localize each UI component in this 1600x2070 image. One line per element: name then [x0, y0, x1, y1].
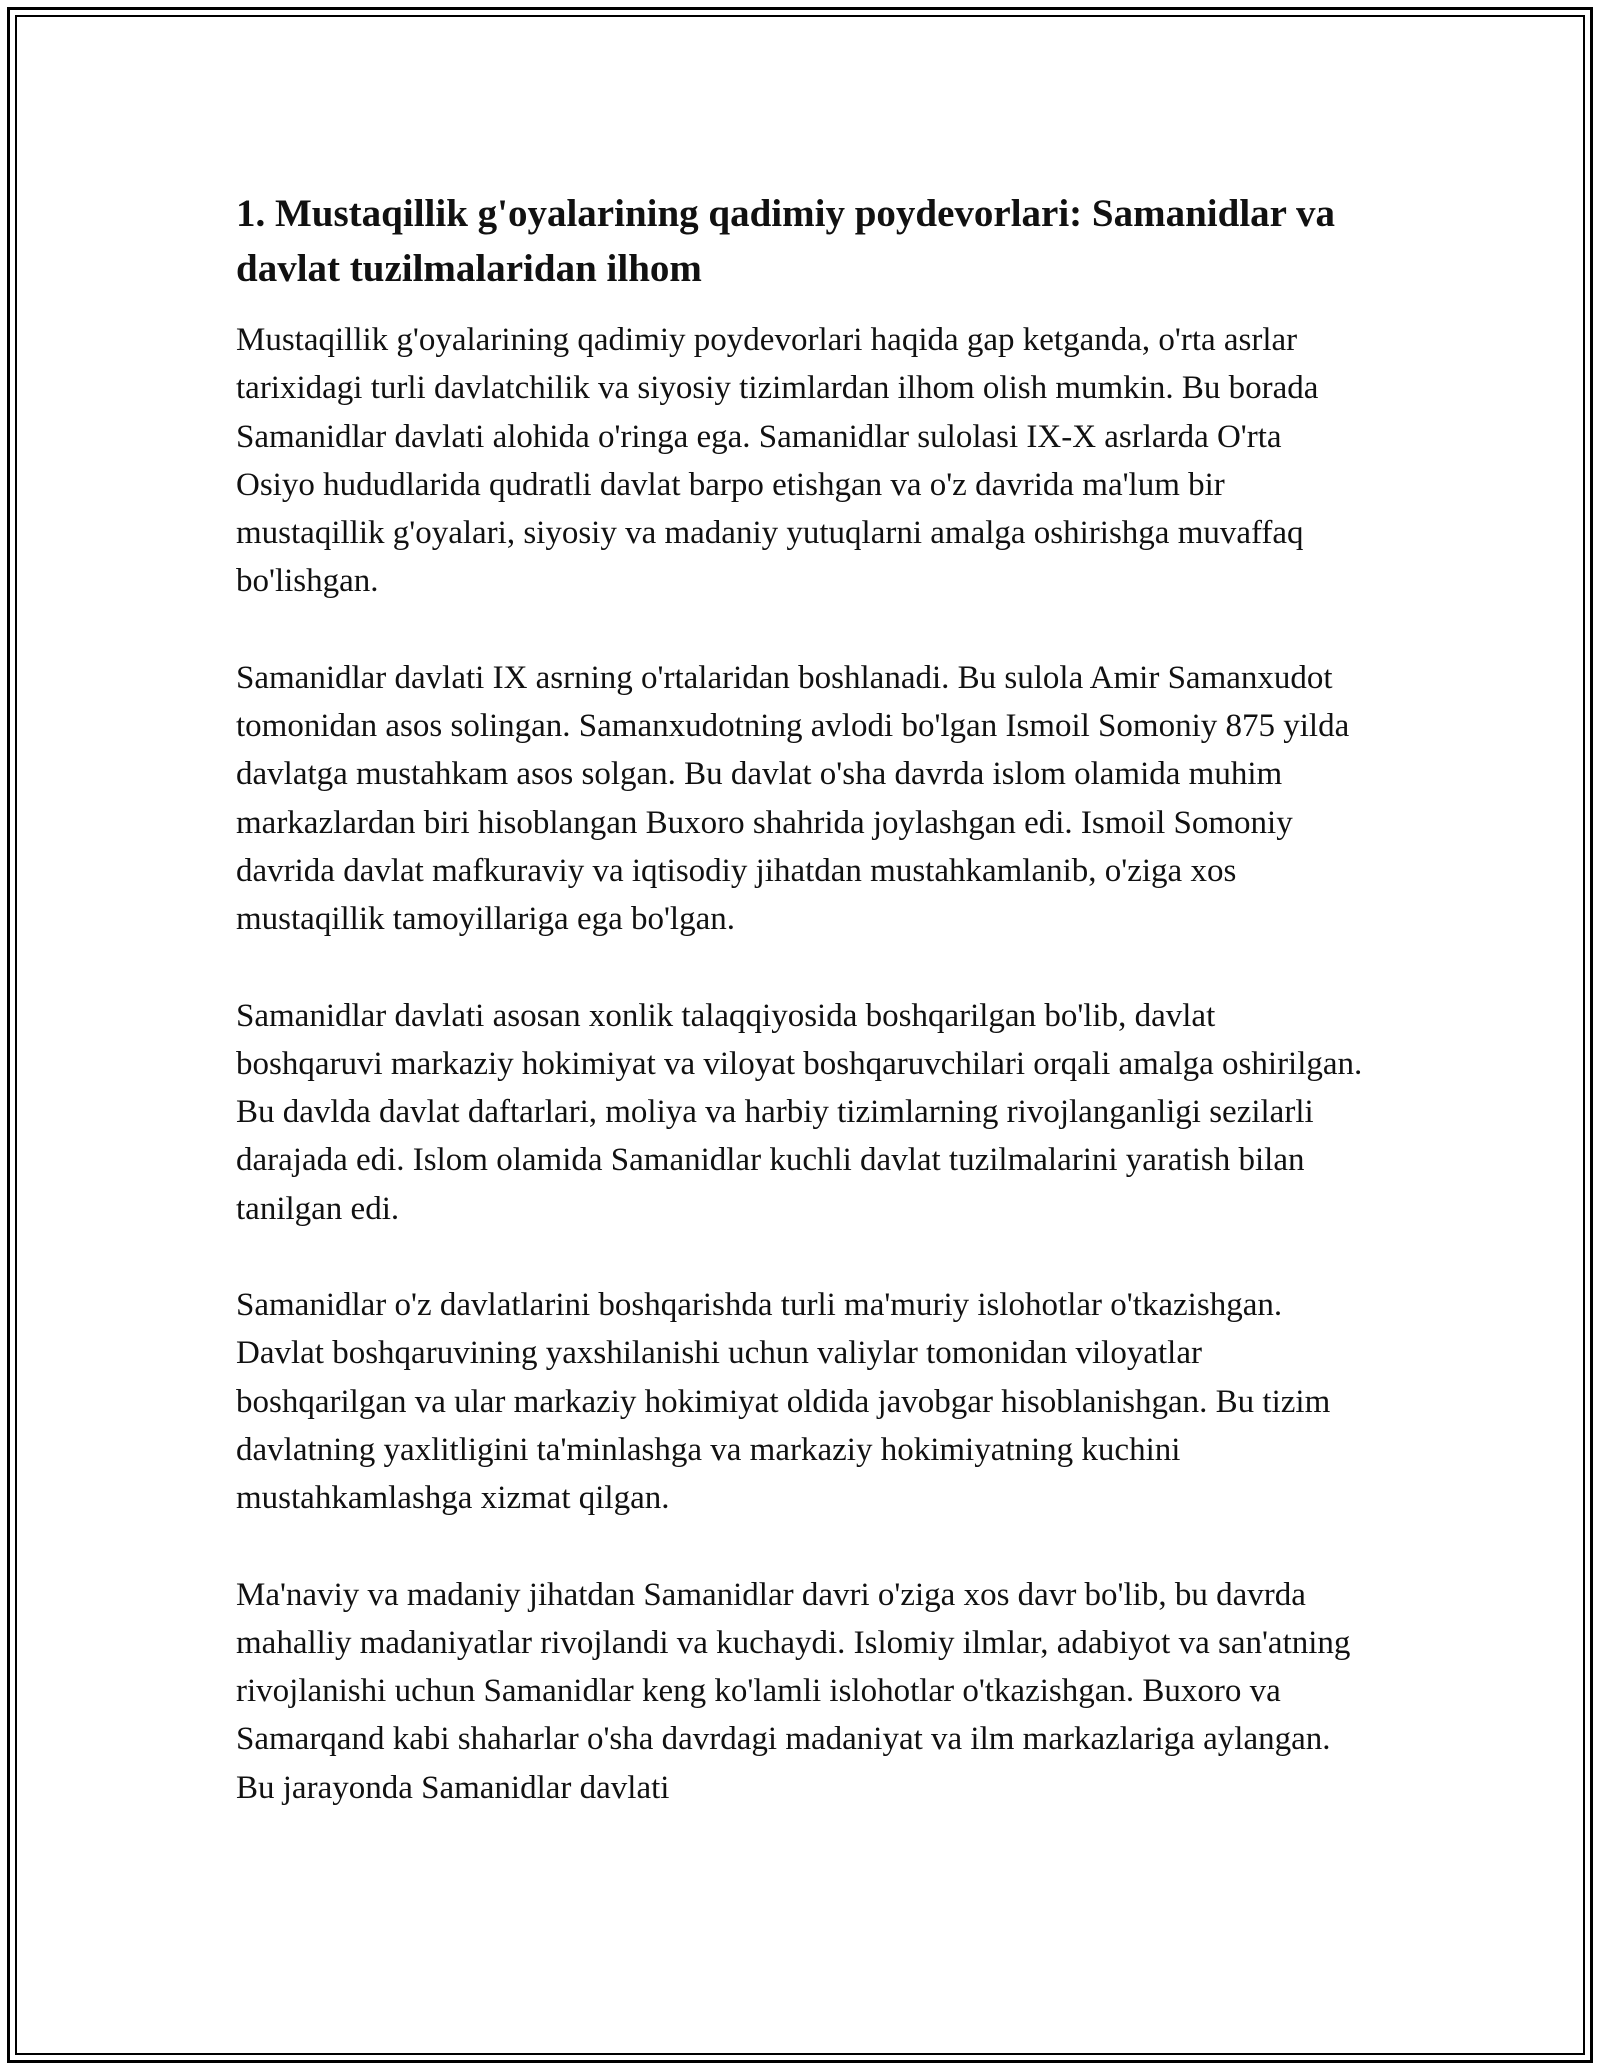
section-heading: 1. Mustaqillik g'oyalarining qadimiy poydevorlari: Samanidlar va davlat tuzilmalaridan ilhom	[236, 192, 1336, 290]
paragraph-5: Ma'naviy va madaniy jihatdan Samanidlar davri o'ziga xos davr bo'lib, bu davrda mahalliy madaniyatlar rivojlandi va kuchaydi. Islomiy ilmlar, adabiyot va san'atning rivojlanishi uchun Samanidlar keng ko'lamli islohotlar o'tkazishgan. Buxoro va Samarqand kabi shaharlar o'sha davrdagi madaniyat va ilm markazlariga aylangan. Bu jarayonda Samanidlar davlati	[236, 1576, 1351, 1806]
paragraph-4: Samanidlar o'z davlatlarini boshqarishda turli ma'muriy islohotlar o'tkazishgan. Davlat boshqaruvining yaxshilanishi uchun valiylar tomonidan viloyatlar boshqarilgan va ular markaziy hokimiyat oldida javobgar hisoblanishgan. Bu tizim davlatning yaxlitligini ta'minlashga va markaziy hokimiyatning kuchini mustahkamlashga xizmat qilgan.	[236, 1287, 1331, 1517]
paragraph-3: Samanidlar davlati asosan xonlik talaqqiyosida boshqarilgan bo'lib, davlat boshqaruvi markaziy hokimiyat va viloyat boshqaruvchilari orqali amalga oshirilgan. Bu davlda davlat daftarlari, moliya va harbiy tizimlarning rivojlanganligi sezilarli darajada edi. Islom olamida Samanidlar kuchli davlat tuzilmalarini yaratish bilan tanilgan edi.	[236, 997, 1363, 1227]
document-body	[236, 186, 1364, 1860]
paragraph-1: Mustaqillik g'oyalarining qadimiy poydevorlari haqida gap ketganda, o'rta asrlar tarixidagi turli davlatchilik va siyosiy tizimlardan ilhom olish mumkin. Bu borada Samanidlar davlati alohida o'ringa ega. Samanidlar sulolasi IX-X asrlarda O'rta Osiyo hududlarida qudratli davlat barpo etishgan va o'z davrida ma'lum bir mustaqillik g'oyalari, siyosiy va madaniy yutuqlarni amalga oshirishga muvaffaq bo'lishgan.	[236, 322, 1319, 600]
paragraph-2: Samanidlar davlati IX asrning o'rtalaridan boshlanadi. Bu sulola Amir Samanxudot tomonidan asos solingan. Samanxudotning avlodi bo'lgan Ismoil Somoniy 875 yilda davlatga mustahkam asos solgan. Bu davlat o'sha davrda islom olamida muhim markazlardan biri hisoblangan Buxoro shahrida joylashgan edi. Ismoil Somoniy davrida davlat mafkuraviy va iqtisodiy jihatdan mustahkamlanib, o'ziga xos mustaqillik tamoyillariga ega bo'lgan.	[236, 659, 1350, 938]
